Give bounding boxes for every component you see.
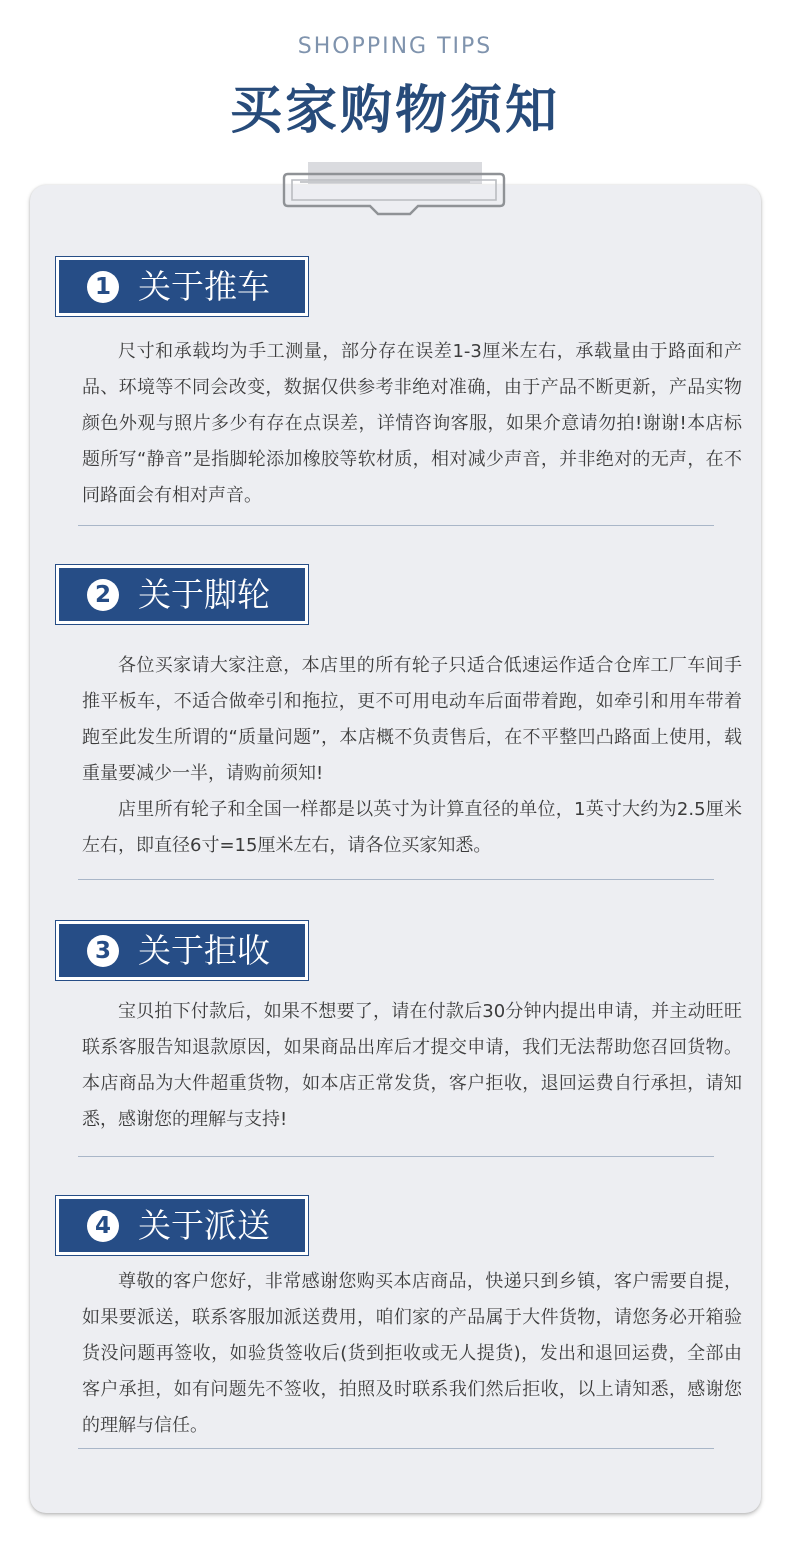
section-title: 关于推车 bbox=[138, 267, 270, 306]
section-body-refusal bbox=[82, 994, 742, 1138]
section-paragraph: 尊敬的客户您好，非常感谢您购买本店商品，快递只到乡镇，客户需要自提，如果要派送，联系客服加派送费用，咱们家的产品属于大件货物，请您务必开箱验货没问题再签收，如验货签收后(货到拒收或无人提货)，发出和退回运费，全部由客户承担，如有问题先不签收，拍照及时联系我们然后拒收，以上请知悉，感谢您的理解与信任。 bbox=[82, 1271, 742, 1436]
section-divider bbox=[78, 1448, 714, 1449]
section-header-cart bbox=[56, 257, 308, 316]
section-divider bbox=[78, 525, 714, 526]
section-title: 关于拒收 bbox=[138, 931, 270, 970]
section-paragraph: 尺寸和承载均为手工测量，部分存在误差1-3厘米左右，承载量由于路面和产品、环境等不同会改变，数据仅供参考非绝对准确，由于产品不断更新，产品实物颜色外观与照片多少有存在点误差，详情咨询客服，如果介意请勿拍!谢谢!本店标题所写“静音”是指脚轮添加橡胶等软材质，相对减少声音，并非绝对的无声，在不同路面会有相对声音。 bbox=[82, 341, 742, 506]
section-divider bbox=[78, 879, 714, 880]
section-body-delivery bbox=[82, 1264, 742, 1444]
section-paragraph: 店里所有轮子和全国一样都是以英寸为计算直径的单位，1英寸大约为2.5厘米左右，即直径6寸=15厘米左右，请各位买家知悉。 bbox=[82, 799, 742, 856]
section-header-delivery bbox=[56, 1196, 308, 1255]
page-title: 买家购物须知 bbox=[229, 81, 560, 141]
section-header-refusal bbox=[56, 921, 308, 980]
section-paragraph: 宝贝拍下付款后，如果不想要了，请在付款后30分钟内提出申请，并主动旺旺联系客服告知退款原因，如果商品出库后才提交申请，我们无法帮助您召回货物。本店商品为大件超重货物，如本店正常发货，客户拒收，退回运费自行承担，请知悉，感谢您的理解与支持! bbox=[82, 1001, 742, 1130]
section-paragraph: 各位买家请大家注意，本店里的所有轮子只适合低速运作适合仓库工厂车间手推平板车，不适合做牵引和拖拉，更不可用电动车后面带着跑，如牵引和用车带着跑至此发生所谓的“质量问题”，本店概不负责售后，在不平整凹凸路面上使用，载重量要减少一半，请购前须知! bbox=[82, 655, 742, 784]
section-title: 关于派送 bbox=[138, 1206, 270, 1245]
section-number-badge: 4 bbox=[87, 1210, 119, 1242]
section-body-casters bbox=[82, 648, 742, 864]
section-body-cart bbox=[82, 334, 742, 514]
section-title: 关于脚轮 bbox=[138, 575, 270, 614]
section-number-badge: 1 bbox=[87, 271, 119, 303]
section-divider bbox=[78, 1156, 714, 1157]
page-subtitle: SHOPPING TIPS bbox=[297, 34, 493, 59]
clipboard-clip-icon bbox=[280, 168, 508, 218]
section-header-casters bbox=[56, 565, 308, 624]
section-number-badge: 2 bbox=[87, 579, 119, 611]
section-number-badge: 3 bbox=[87, 935, 119, 967]
